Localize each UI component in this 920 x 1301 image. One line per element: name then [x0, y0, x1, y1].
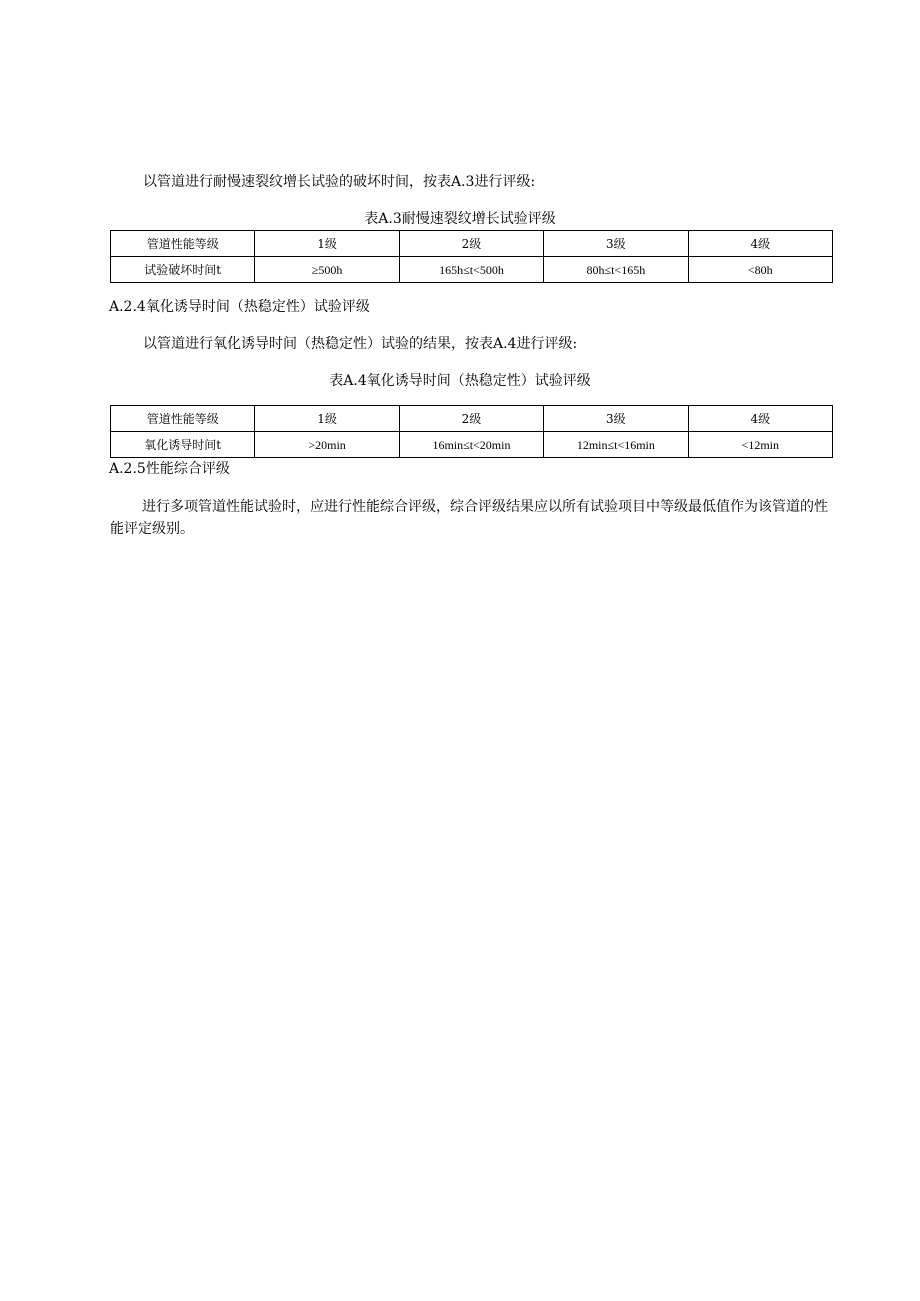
table-row [111, 406, 833, 432]
table-cell: <12min [688, 432, 832, 458]
table-cell: 12min≤t<16min [544, 432, 688, 458]
table-cell: 1级 [255, 231, 399, 257]
table-cell: 3级 [544, 406, 688, 432]
table-a3-caption: 表A.3耐慢速裂纹增长试验评级 [364, 211, 556, 227]
paragraph-a25: 进行多项管道性能试验时，应进行性能综合评级，综合评级结果应以所有试验项目中等级最低值作为该管道的性能评定级别。 [110, 499, 828, 537]
table-cell: >20min [255, 432, 399, 458]
intro-a4: 以管道进行氧化诱导时间（热稳定性）试验的结果，按表A.4进行评级: [143, 336, 578, 352]
section-heading-a25: A.2.5性能综合评级 [109, 461, 230, 477]
table-cell: 氧化诱导时间t [111, 432, 255, 458]
intro-a3: 以管道进行耐慢速裂纹增长试验的破坏时间，按表A.3进行评级: [143, 174, 536, 190]
table-cell: 2级 [399, 231, 543, 257]
table-cell: 16min≤t<20min [399, 432, 543, 458]
table-cell: <80h [688, 257, 832, 283]
table-cell: 1级 [255, 406, 399, 432]
table-a4-caption: 表A.4氧化诱导时间（热稳定性）试验评级 [329, 373, 591, 389]
table-row [111, 432, 833, 458]
table-a4 [110, 405, 833, 458]
table-cell: ≥500h [255, 257, 399, 283]
table-cell: 80h≤t<165h [544, 257, 688, 283]
table-cell: 管道性能等级 [111, 406, 255, 432]
table-cell: 2级 [399, 406, 543, 432]
table-a3 [110, 230, 833, 283]
table-cell: 4级 [688, 406, 832, 432]
table-cell: 165h≤t<500h [399, 257, 543, 283]
section-heading-a24: A.2.4氧化诱导时间（热稳定性）试验评级 [109, 299, 370, 315]
table-row [111, 231, 833, 257]
table-row [111, 257, 833, 283]
table-cell: 试验破坏时间t [111, 257, 255, 283]
table-cell: 3级 [544, 231, 688, 257]
table-cell: 4级 [688, 231, 832, 257]
table-cell: 管道性能等级 [111, 231, 255, 257]
